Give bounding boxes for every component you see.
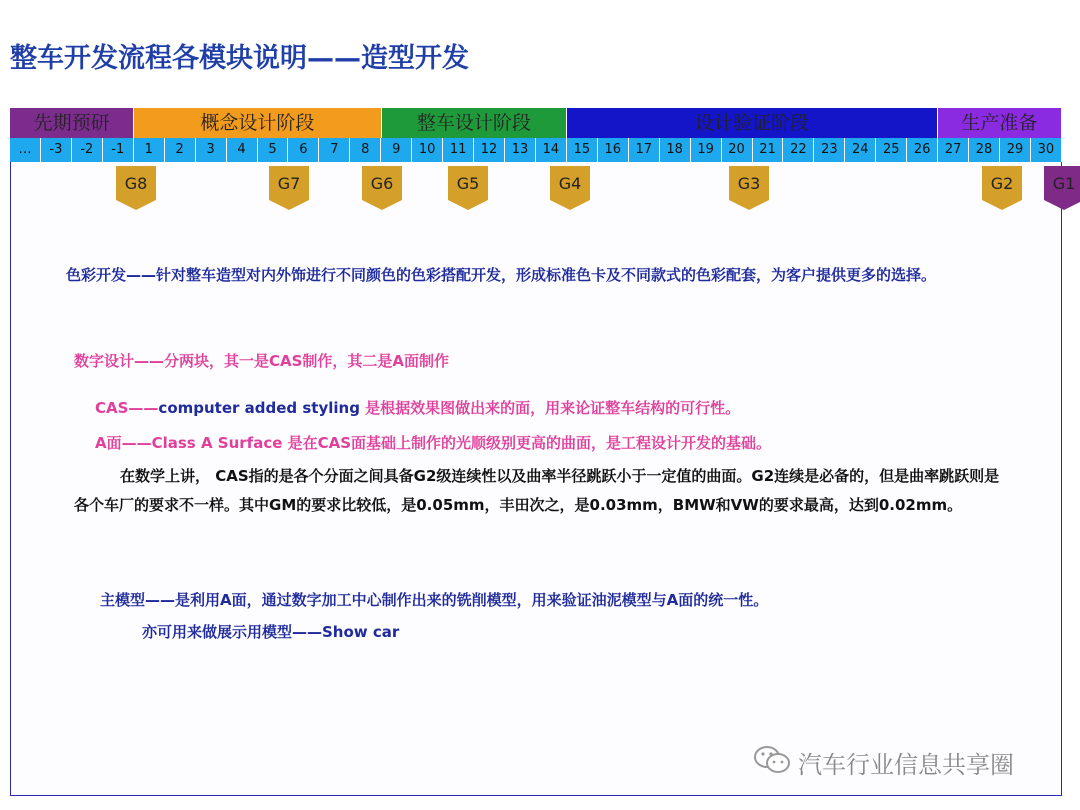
wechat-icon <box>752 744 792 780</box>
timeline-cell: 26 <box>907 138 938 162</box>
cas-term: computer added styling <box>158 399 360 417</box>
phase-row <box>10 108 1062 138</box>
gate-marker <box>1044 166 1080 210</box>
timeline-cell: 20 <box>722 138 753 162</box>
timeline-cell: 24 <box>845 138 876 162</box>
gate-label: G8 <box>124 174 148 193</box>
timeline-cell: 9 <box>381 138 412 162</box>
gate-marker <box>362 166 402 210</box>
watermark-text: 汽车行业信息共享圈 <box>798 750 1014 779</box>
timeline-cell: 4 <box>227 138 258 162</box>
watermark <box>752 744 1014 780</box>
timeline-cell: 14 <box>536 138 567 162</box>
math-note-text: 在数学上讲， CAS指的是各个分面之间具备G2级连续性以及曲率半径跳跃小于一定值的曲面。G2连续是必备的，但是曲率跳跃则是各个车厂的要求不一样。其中GM的要求比较低，是0.05mm，丰田次之，是0.03mm，BMW和VW的要求最高，达到0.02mm。 <box>74 467 1000 514</box>
timeline-cell: 10 <box>412 138 443 162</box>
phase-vehicle-design: 整车设计阶段 <box>382 108 568 138</box>
timeline-cell: 2 <box>165 138 196 162</box>
timeline-cell: 5 <box>258 138 289 162</box>
gate-marker <box>550 166 590 210</box>
gate-label: G6 <box>370 174 394 193</box>
timeline-cell: 29 <box>1000 138 1031 162</box>
timeline-cell: 7 <box>319 138 350 162</box>
timeline-cell: 13 <box>505 138 536 162</box>
timeline-cell: -2 <box>72 138 103 162</box>
gate-label: G3 <box>737 174 761 193</box>
timeline-cell: 11 <box>443 138 474 162</box>
timeline-cell: -3 <box>41 138 72 162</box>
phase-production-prep: 生产准备 <box>938 108 1062 138</box>
master-model-text: 主模型——是利用A面，通过数字加工中心制作出来的铣削模型，用来验证油泥模型与A面的统一性。 <box>100 591 769 609</box>
timeline-cell: -1 <box>103 138 134 162</box>
gate-label: G4 <box>558 174 582 193</box>
color-development-text: 色彩开发——针对整车造型对内外饰进行不同颜色的色彩搭配开发，形成标准色卡及不同款式的色彩配套，为客户提供更多的选择。 <box>66 266 937 284</box>
timeline-cell: 8 <box>350 138 381 162</box>
show-car-text: 亦可用来做展示用模型——Show car <box>142 623 400 641</box>
a-surface-text: A面——Class A Surface 是在CAS面基础上制作的光顺级别更高的曲面，是工程设计开发的基础。 <box>95 434 772 452</box>
timeline-cell: 22 <box>783 138 814 162</box>
timeline-cell: 23 <box>814 138 845 162</box>
gate-label: G5 <box>456 174 480 193</box>
timeline-cell: 3 <box>196 138 227 162</box>
gate-label: G2 <box>990 174 1014 193</box>
timeline-cell: 28 <box>969 138 1000 162</box>
timeline-cell: 21 <box>753 138 784 162</box>
gate-marker <box>269 166 309 210</box>
cas-line <box>95 395 995 421</box>
gate-label: G7 <box>277 174 301 193</box>
timeline-cell: 18 <box>660 138 691 162</box>
timeline-cell: 1 <box>134 138 165 162</box>
timeline-cell: 27 <box>938 138 969 162</box>
gate-marker <box>116 166 156 210</box>
timeline-cell: 25 <box>876 138 907 162</box>
cas-prefix: CAS—— <box>95 399 159 417</box>
page-title: 整车开发流程各模块说明——造型开发 <box>10 43 469 74</box>
timeline-cell: … <box>10 138 41 162</box>
timeline-cell: 12 <box>474 138 505 162</box>
gate-marker <box>982 166 1022 210</box>
gate-marker <box>448 166 488 210</box>
timeline-cell: 17 <box>629 138 660 162</box>
phase-concept-design: 概念设计阶段 <box>134 108 381 138</box>
timeline-cell: 16 <box>598 138 629 162</box>
phase-design-validation: 设计验证阶段 <box>567 108 938 138</box>
timeline-cell: 15 <box>567 138 598 162</box>
timeline-row <box>10 138 1062 162</box>
digital-design-text: 数字设计——分两块，其一是CAS制作，其二是A面制作 <box>74 352 450 370</box>
timeline-cell: 19 <box>691 138 722 162</box>
cas-description: 是根据效果图做出来的面，用来论证整车结构的可行性。 <box>359 399 741 417</box>
timeline-cell: 6 <box>288 138 319 162</box>
phase-pre-research: 先期预研 <box>10 108 134 138</box>
timeline-cell: 30 <box>1031 138 1062 162</box>
gate-marker <box>729 166 769 210</box>
gate-label: G1 <box>1052 174 1076 193</box>
